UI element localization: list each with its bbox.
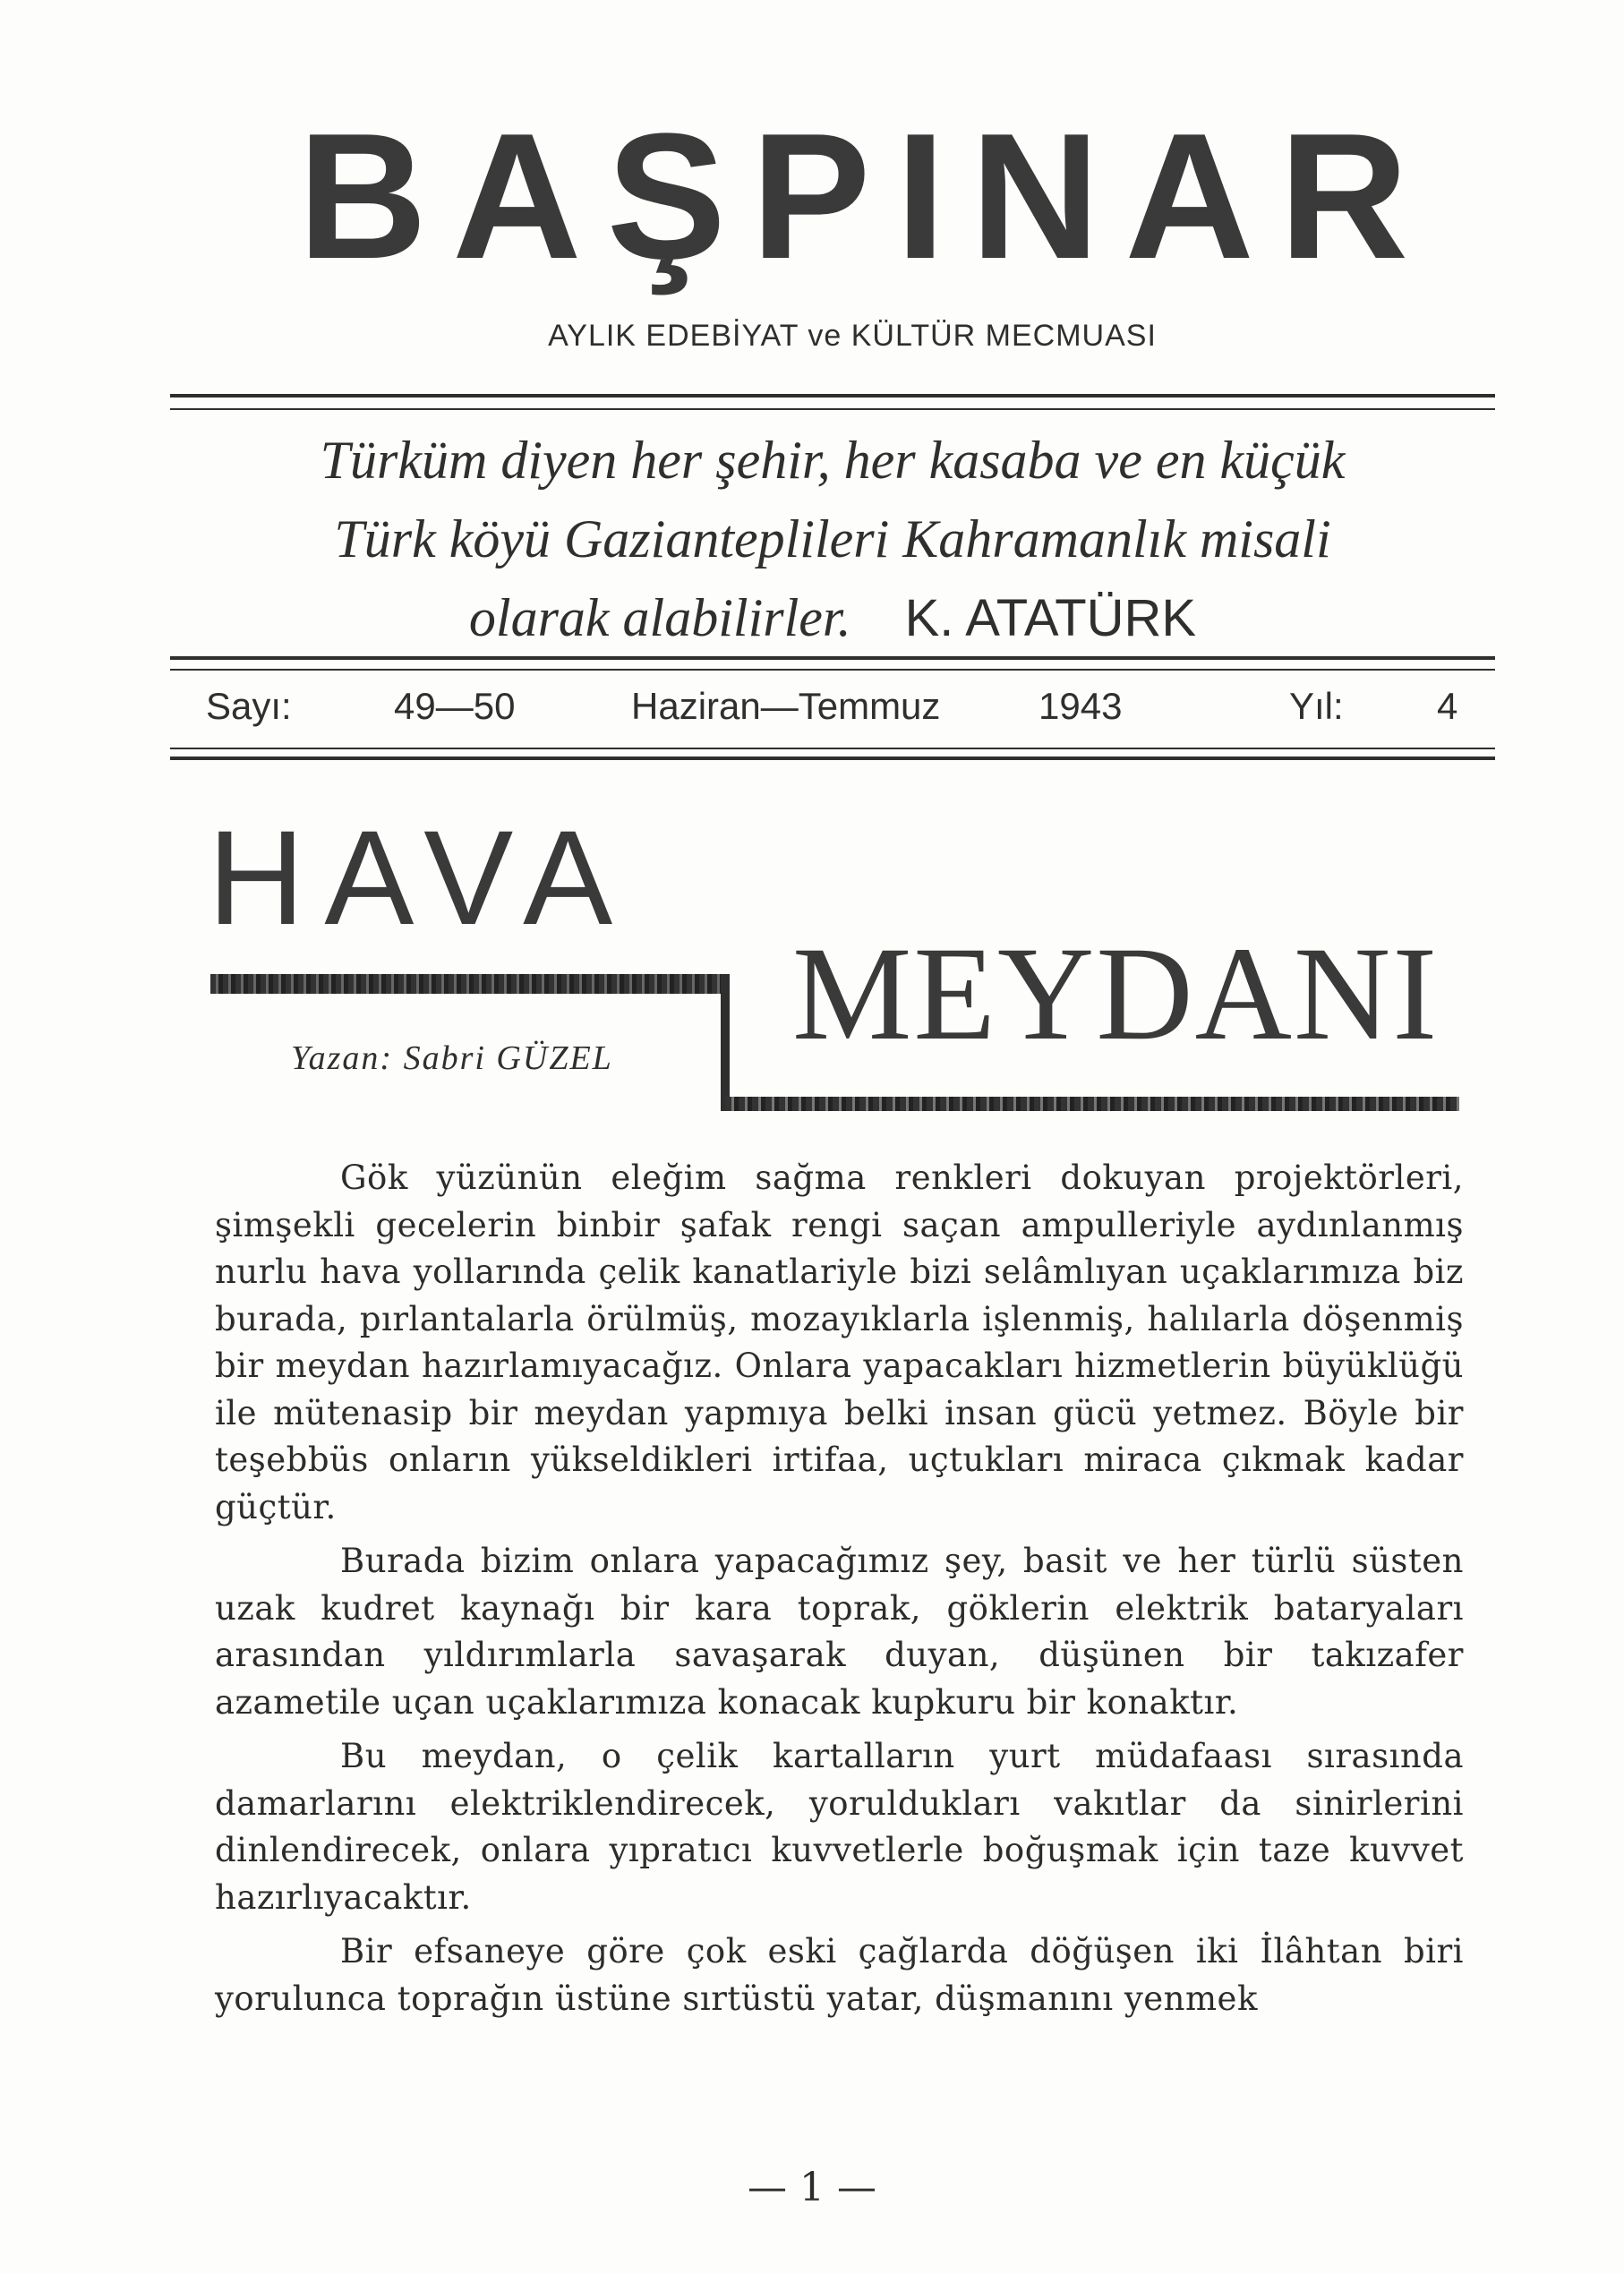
quote-line: olarak alabilirler. xyxy=(468,588,851,647)
title-ornament-divider xyxy=(721,974,730,1111)
issue-number: 49—50 xyxy=(394,685,516,727)
paragraph: Burada bizim onlara yapacağımız şey, basit ve her türlü süsten uzak kudret kaynağı bir kara toprak, göklerin elektrik bataryaları arasından yıldırımlarla savaşarak duyan, düşünen bir takızafer azametile uçan uçaklarımıza konacak kupkuru bir konaktır. xyxy=(215,1542,1464,1722)
title-ornament-bar xyxy=(210,974,721,994)
divider xyxy=(170,656,1495,660)
issue-volume-label: Yıl: xyxy=(1289,685,1344,727)
divider xyxy=(170,394,1495,398)
title-ornament-bar xyxy=(725,1097,1459,1111)
divider xyxy=(170,748,1495,749)
issue-number-label: Sayı: xyxy=(206,685,292,727)
quote-author: K. ATATÜRK xyxy=(904,589,1197,647)
paragraph: Bir efsaneye göre çok eski çağlarda döğüşen iki İlâhtan biri yorulunca toprağın üstüne sırtüstü yatar, düşmanını yenmek xyxy=(215,1932,1464,2018)
article-title-part2: MEYDANI xyxy=(792,919,1440,1068)
divider xyxy=(170,757,1495,760)
paragraph: Gök yüzünün eleğim sağma renkleri dokuyan projektörleri, şimşekli gecelerin binbir şafak rengi saçan ampulleriyle aydınlanmış nurlu hava yollarında çelik kanatlariyle bizi selâmlıyan uçaklarımıza biz burada, pırlantalarla örülmüş, mozayıklarla işlenmiş, halılarla döşenmiş bir meydan hazırlamıyacağız. Onlara yapacakları hizmetlerin büyüklüğü ile mütenasip bir meydan yapmıya belki insan gücü yetmez. Böyle bir teşebbüs onların yükseldikleri irtifaa, uçtukları miraca çıkmak kadar güçtür. xyxy=(215,1158,1464,1526)
divider xyxy=(170,408,1495,410)
page-number: — 1 — xyxy=(748,2165,876,2210)
issue-info xyxy=(206,685,1459,739)
issue-volume: 4 xyxy=(1437,685,1458,727)
issue-months: Haziran—Temmuz xyxy=(631,685,941,727)
divider xyxy=(170,669,1495,671)
masthead-subtitle: AYLIK EDEBİYAT ve KÜLTÜR MECMUASI xyxy=(548,319,1157,353)
quote-line: Türk köyü Gaziantеplileri Kahramanlık misali xyxy=(334,509,1331,568)
article-byline: Yazan: Sabri GÜZEL xyxy=(291,1039,613,1077)
paragraph: Bu meydan, o çelik kartalların yurt müdafaası sırasında damarlarını elektriklendirecek, yoruldukları vakıtlar da sinirlerini dinlendirecek, onlara yıpratıcı kuvvetlerle boğuşmak için taze kuvvet hazırlıyacaktır. xyxy=(215,1737,1464,1917)
masthead-title: BAŞPINAR xyxy=(297,97,1434,296)
issue-year: 1943 xyxy=(1039,685,1123,727)
ataturk-quote xyxy=(170,421,1495,658)
quote-line: Türküm diyen her şehir, her kasaba ve en küçük xyxy=(320,431,1346,490)
article-body xyxy=(215,1155,1464,2030)
article-title-part1: HAVA xyxy=(208,802,633,953)
